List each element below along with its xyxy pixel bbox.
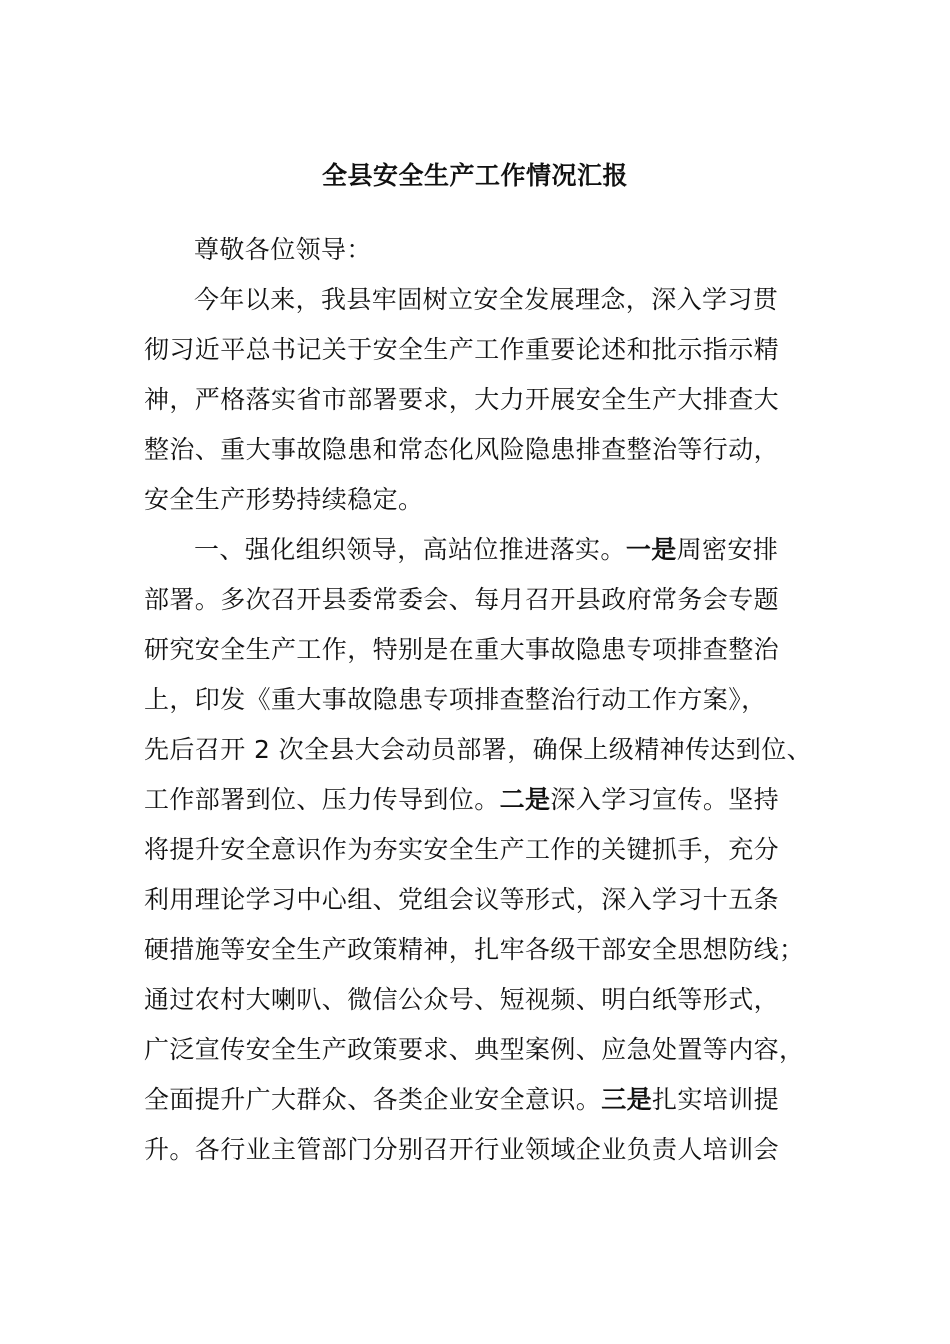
point-three-marker: 三是 (601, 1085, 653, 1114)
section1-line-1-tail: 周密安排 (676, 535, 779, 564)
point-one-marker: 一是 (625, 535, 677, 564)
section1-line-9: 硬措施等安全生产政策精神，扎牢各级干部安全思想防线； (144, 935, 805, 964)
section1-line-2: 部署。多次召开县委常委会、每月召开县政府常务会专题 (144, 585, 780, 614)
intro-line-4: 整治、重大事故隐患和常态化风险隐患排查整治等行动， (144, 435, 780, 464)
document-title: 全县安全生产工作情况汇报 (321, 161, 628, 190)
section1-line-6-tail: 深入学习宣传。坚持 (550, 785, 780, 814)
point-two-marker: 二是 (499, 785, 551, 814)
section1-line-7: 将提升安全意识作为夯实安全生产工作的关键抓手，充分 (144, 835, 780, 864)
salutation: 尊敬各位领导： (194, 235, 372, 264)
section1-heading: 一、强化组织领导，高站位推进落实。 (194, 535, 626, 564)
intro-line-2: 彻习近平总书记关于安全生产工作重要论述和批示指示精 (144, 335, 780, 364)
intro-line-5: 安全生产形势持续稳定。 (144, 485, 424, 514)
intro-line-1: 今年以来，我县牢固树立安全发展理念，深入学习贯 (194, 285, 779, 314)
section1-line-6-head: 工作部署到位、压力传导到位。 (144, 785, 500, 814)
section1-line-1 (194, 532, 778, 568)
section1-line-5: 先后召开 2 次全县大会动员部署，确保上级精神传达到位、 (144, 735, 813, 764)
section1-line-6 (144, 782, 779, 818)
intro-line-3: 神，严格落实省市部署要求，大力开展安全生产大排查大 (144, 385, 780, 414)
section1-line-8: 利用理论学习中心组、党组会议等形式，深入学习十五条 (144, 885, 780, 914)
section1-line-12-tail: 扎实培训提 (652, 1085, 780, 1114)
section1-line-10: 通过农村大喇叭、微信公众号、短视频、明白纸等形式， (144, 985, 780, 1014)
section1-line-4: 上，印发《重大事故隐患专项排查整治行动工作方案》， (144, 685, 767, 714)
section1-line-11: 广泛宣传安全生产政策要求、典型案例、应急处置等内容， (144, 1035, 805, 1064)
section1-line-12 (144, 1082, 779, 1118)
section1-line-12-head: 全面提升广大群众、各类企业安全意识。 (144, 1085, 602, 1114)
section1-line-13: 升。各行业主管部门分别召开行业领域企业负责人培训会 (144, 1135, 780, 1164)
section1-line-3: 研究安全生产工作，特别是在重大事故隐患专项排查整治 (144, 635, 780, 664)
